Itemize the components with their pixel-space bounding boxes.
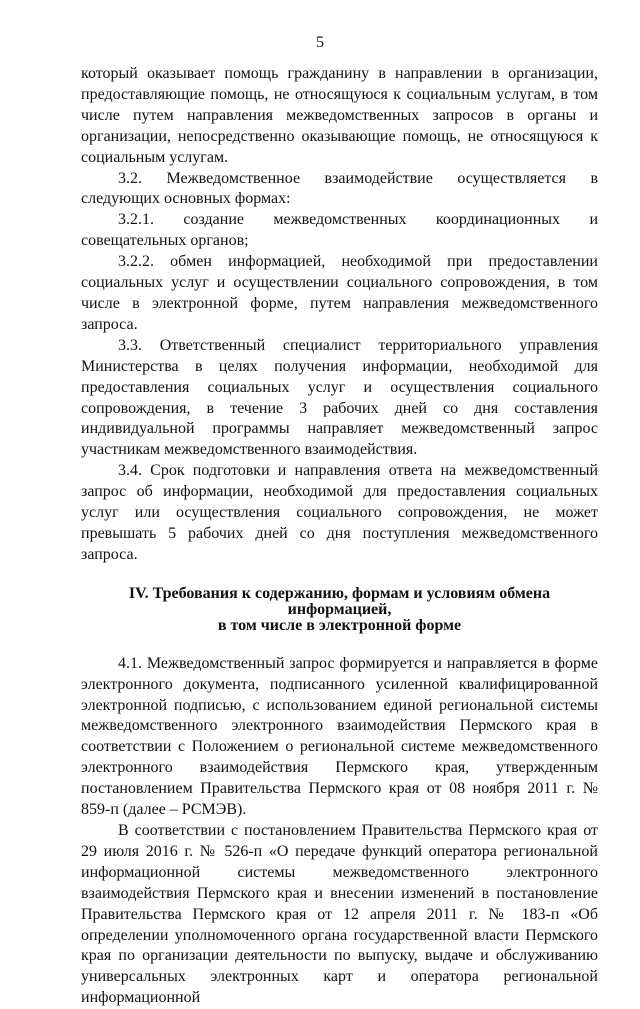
section-heading-line-2: в том числе в электронной форме [217, 616, 462, 634]
heading-spacer [81, 634, 598, 654]
paragraph-4-1: 4.1. Межведомственный запрос формируется и направляется в форме электронного документа, подписанного усиленной квалифицированной электронной подписью, с использованием единой региональной системы межведомственного электронного взаимодействия Пермского края в соответствии с Положением о региональной системе межведомственного электронного взаимодействия Пермского края, утвержденным постановлением Правительства Пермского края от 08 ноября 2011 г. № 859-п (далее – РСМЭВ). [81, 654, 598, 819]
paragraph-3-2-2: 3.2.2. обмен информацией, необходимой при предоставлении социальных услуг и осуществлении социального сопровождения, в том числе в электронной форме, путем направления межведомственного запроса. [81, 253, 598, 333]
section-heading [81, 586, 598, 634]
paragraph-3-2: 3.2. Межведомственное взаимодействие осуществляется в следующих основных формах: [81, 169, 598, 208]
page-number: 5 [316, 34, 324, 51]
paragraph-resolution: В соответствии с постановлением Правительства Пермского края от 29 июля 2016 г. № 526-п «О передаче функций оператора региональной информационной системы межведомственного электронного взаимодействия Пермского края и внесении изменений в постановление Правительства Пермского края от 12 апреля 2011 г. № 183-п «Об определении уполномоченного органа государственной власти Пермского края по организации деятельности по выпуску, выдаче и обслуживанию универсальных электронных карт и оператора региональной информационной [81, 822, 598, 1007]
paragraph-3-4: 3.4. Срок подготовки и направления ответа на межведомственный запрос об информации, необходимой для предоставления социальных услуг или осуществления социального сопровождения, не может превышать 5 рабочих дней со дня поступления межведомственного запроса. [81, 462, 598, 563]
paragraph-3-2-1: 3.2.1. создание межведомственных координационных и совещательных органов; [81, 211, 598, 250]
document-body [81, 64, 598, 1009]
paragraph-continuation: который оказывает помощь гражданину в направлении в организации, предоставляющие помощь, не относящуюся к социальным услугам, в том числе путем направления межведомственных запросов в органы и организации, непосредственно оказывающие помощь, не относящуюся к социальным услугам. [81, 65, 598, 166]
paragraph-3-3: 3.3. Ответственный специалист территориального управления Министерства в целях получения информации, необходимой для предоставления социальных услуг и осуществления социального сопровождения, в течение 3 рабочих дней со дня составления индивидуальной программы направляет межведомственный запрос участникам межведомственного взаимодействия. [81, 336, 598, 459]
section-heading-line-1: IV. Требования к содержанию, формам и условиям обмена информацией, [128, 584, 551, 618]
